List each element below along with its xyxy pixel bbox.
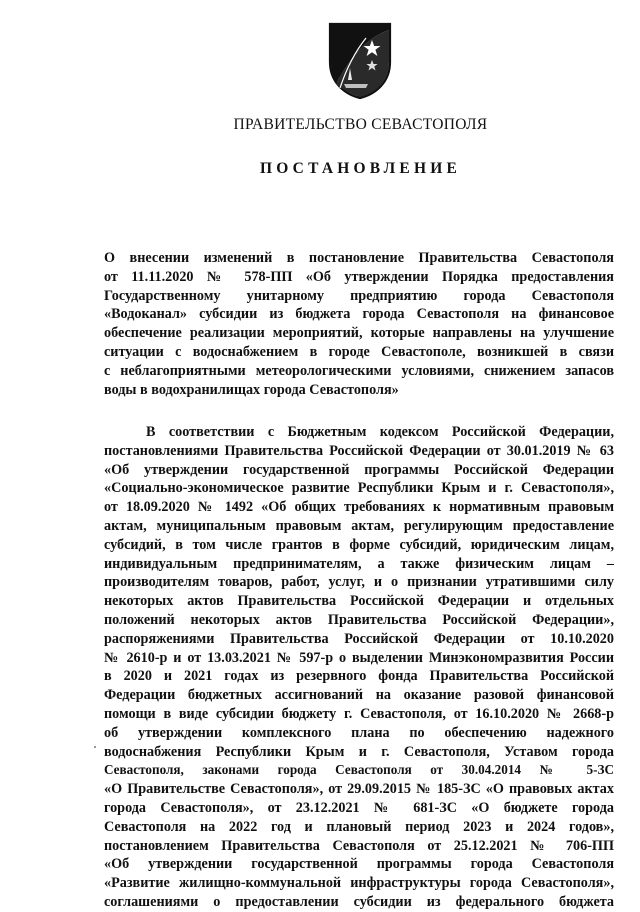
body-line: постановлениями Правительства Российской Федерации от 30.01.2019 № 63: [104, 442, 614, 459]
body-line: «Развитие жилищно-коммунальной инфраструктуры города Севастополя»,: [104, 875, 614, 892]
body-line: помощи в виде субсидии бюджету г. Севастополя, от 16.10.2020 № 2668-р: [104, 705, 614, 722]
body-line: об утверждении комплексного плана по обеспечению надежного: [104, 724, 614, 741]
body-line: города Севастополя», от 23.12.2021 № 681-ЗС «О бюджете города: [104, 799, 614, 816]
sevastopol-coat-of-arms-icon: [326, 18, 394, 100]
body-line: субсидий, в том числе грантов в форме субсидий, юридическим лицам,: [104, 536, 614, 553]
body-line: постановлением Правительства Севастополя от 25.12.2021 № 706-ПП: [104, 837, 614, 854]
body-line: водоснабжения Республики Крым и г. Севастополя, Уставом города: [104, 743, 614, 760]
body-line: «Об утверждении государственной программы Российской Федерации: [104, 461, 614, 478]
body-line: «О Правительстве Севастополя», от 29.09.2015 № 185-ЗС «О правовых актах: [104, 781, 614, 798]
margin-mark: [94, 746, 96, 748]
document-body: [104, 423, 614, 912]
document-type-title: ПОСТАНОВЛЕНИЕ: [259, 160, 462, 177]
government-title: ПРАВИТЕЛЬСТВО СЕВАСТОПОЛЯ: [233, 116, 488, 133]
body-line: Севастополя, законами города Севастополя от 30.04.2014 № 5-ЗС: [104, 762, 614, 778]
body-line: Федерации бюджетных ассигнований на оказание разовой финансовой: [104, 687, 614, 704]
subject-line: «Водоканал» субсидии из бюджета города Севастополя на финансовое: [104, 306, 614, 323]
body-line: № 2610-р и от 13.03.2021 № 597-р о выделении Минэкономразвития России: [104, 649, 614, 666]
body-line: индивидуальным предпринимателям, а также физическим лицам –: [104, 555, 614, 572]
body-line: «Социально-экономическое развитие Республики Крым и г. Севастополя»,: [104, 480, 614, 497]
body-line: от 18.09.2020 № 1492 «Об общих требованиях к нормативным правовым: [104, 499, 614, 516]
subject-line: обеспечение реализации мероприятий, которые направлены на улучшение: [104, 325, 614, 342]
subject-line: ситуации с водоснабжением в городе Севастополе, возникшей в связи: [104, 343, 614, 360]
body-line: в 2020 и 2021 годах из резервного фонда Правительства Российской: [104, 668, 614, 685]
body-line: распоряжениями Правительства Российской Федерации от 10.10.2020: [104, 630, 614, 647]
subject-line: О внесении изменений в постановление Правительства Севастополя: [104, 250, 614, 266]
document-subject: [104, 249, 614, 399]
subject-line: воды в водохранилищах города Севастополя»: [104, 381, 399, 398]
body-line: некоторых актов Правительства Российской Федерации и отдельных: [104, 593, 614, 610]
body-line: производителям товаров, работ, услуг, и о признании утратившими силу: [104, 574, 614, 591]
body-line: актам, муниципальным правовым актам, регулирующим предоставление: [104, 517, 614, 534]
body-line: положений некоторых актов Правительства Российской Федерации»,: [104, 611, 614, 628]
body-line: Севастополя на 2022 год и плановый период 2023 и 2024 годов»,: [104, 818, 614, 835]
subject-line: от 11.11.2020 № 578-ПП «Об утверждении Порядка предоставления: [104, 268, 614, 285]
body-line: «Об утверждении государственной программы города Севастополя: [104, 856, 614, 873]
subject-line: Государственному унитарному предприятию города Севастополя: [104, 287, 614, 304]
body-line: соглашениями о предоставлении субсидии из федерального бюджета: [104, 893, 614, 910]
subject-line: с неблагоприятными метеорологическими условиями, снижением запасов: [104, 362, 614, 379]
body-line: В соответствии с Бюджетным кодексом Российской Федерации,: [146, 424, 614, 440]
